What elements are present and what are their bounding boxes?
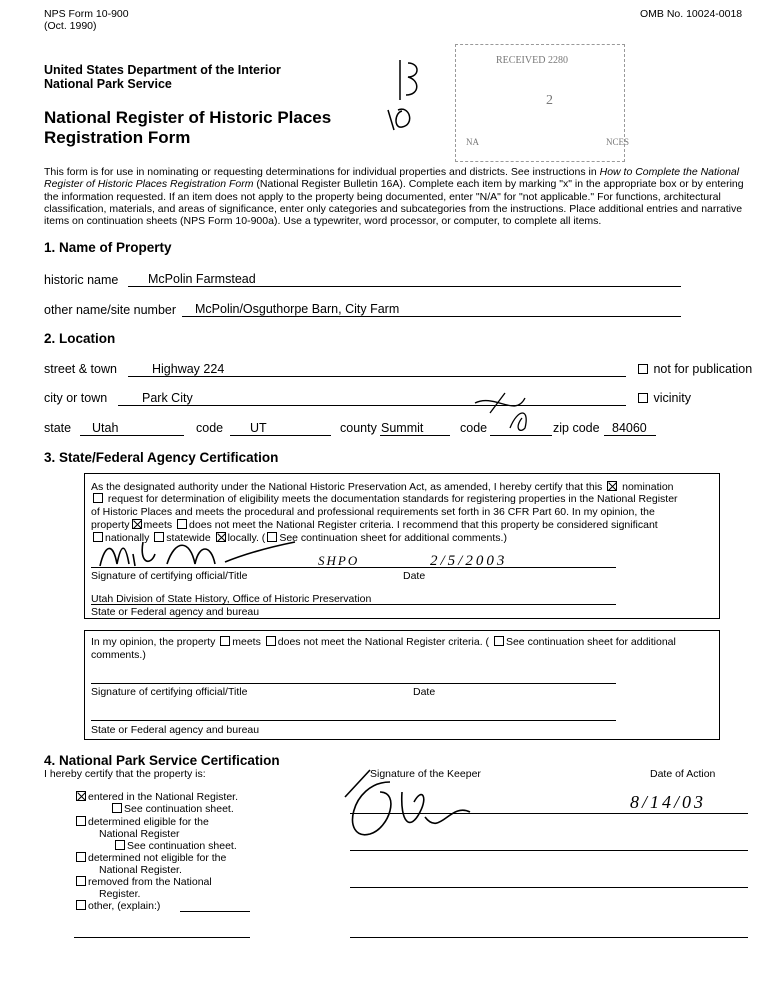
sig-title-handwritten: SHPO	[318, 553, 360, 568]
determined-not-eligible-option[interactable]: determined not eligible for the	[74, 852, 226, 864]
street-line	[128, 376, 626, 377]
opinion-signature-line	[91, 683, 616, 684]
entered-checkbox[interactable]	[76, 791, 86, 801]
cert-line-2: request for determination of eligibility meets the documentation standards for registering properties in the National Register	[91, 493, 678, 505]
code-label: code	[196, 421, 224, 435]
determined-eligible-option[interactable]: determined eligible for the	[74, 816, 209, 828]
cert-signature-line	[91, 567, 616, 568]
not-for-publication-checkbox[interactable]	[638, 364, 648, 374]
form-date: (Oct. 1990)	[44, 20, 97, 32]
city-label: city or town	[44, 391, 108, 405]
removed-option[interactable]: removed from the National	[74, 876, 212, 888]
omb-number: OMB No. 10024-0018	[640, 8, 743, 20]
city-value[interactable]: Park City	[142, 391, 193, 405]
historic-name-label: historic name	[44, 273, 119, 287]
cert-signature-label: Signature of certifying official/Title	[91, 570, 248, 582]
eligible-continuation[interactable]: See continuation sheet.	[113, 840, 237, 852]
opinion-agency-line	[91, 720, 616, 721]
shpo-signature	[95, 534, 305, 574]
county-value[interactable]: Summit	[381, 421, 424, 435]
determined-eligible-line-2: National Register	[99, 828, 180, 840]
other-option[interactable]: other, (explain:)	[74, 900, 160, 912]
form-number: NPS Form 10-900	[44, 8, 129, 20]
form-title-line-1: National Register of Historic Places	[44, 108, 332, 127]
dept-line-1: United States Department of the Interior	[44, 63, 281, 77]
cert-line-3: of Historic Places and meets the procedural and professional requirements set forth in 36 CFR Part 60. In my opinion, the	[91, 506, 655, 518]
code-value[interactable]: UT	[250, 421, 267, 435]
keeper-signature-label: Signature of the Keeper	[370, 768, 481, 780]
received-stamp: RECEIVED 2280 2 NA NCES	[455, 44, 625, 162]
action-date-handwritten: 8/14/03	[630, 792, 707, 812]
other-name-value[interactable]: McPolin/Osguthorpe Barn, City Farm	[195, 302, 400, 316]
other-explain-line	[180, 911, 250, 912]
city-line	[118, 405, 626, 406]
zip-value[interactable]: 84060	[612, 421, 647, 435]
opinion-line-2: comments.)	[91, 649, 146, 661]
dept-line-2: National Park Service	[44, 77, 172, 91]
entered-continuation-checkbox[interactable]	[112, 803, 122, 813]
opinion-line-1: In my opinion, the property meets does not meet the National Register criteria. ( See continuation sheet for additional	[91, 636, 676, 648]
cert-date-label: Date	[403, 570, 426, 582]
keeper-signature-line-2	[350, 850, 748, 851]
cert-date-handwritten: 2/5/2003	[430, 553, 508, 569]
keeper-signature-line-1	[350, 813, 748, 814]
other-checkbox[interactable]	[76, 900, 86, 910]
cert-line-5: nationally statewide locally. ( See continuation sheet for additional comments.)	[91, 532, 507, 544]
other-explain-line-2	[74, 937, 250, 938]
other-name-label: other name/site number	[44, 303, 177, 317]
handwritten-county-code-mark	[470, 388, 540, 436]
county-label: county	[340, 421, 377, 435]
county-line	[380, 435, 450, 436]
not-for-publication[interactable]: not for publication	[636, 362, 752, 376]
entered-continuation[interactable]: See continuation sheet.	[110, 803, 234, 815]
entered-option[interactable]: entered in the National Register.	[74, 791, 238, 803]
state-label: state	[44, 421, 72, 435]
request-determination-checkbox[interactable]	[93, 493, 103, 503]
cert-agency-line	[91, 604, 616, 605]
date-of-action-label: Date of Action	[650, 768, 716, 780]
section-4-heading: 4. National Park Service Certification	[44, 753, 280, 768]
cert-line-1: As the designated authority under the National Historic Preservation Act, as amended, I hereby certify that this nomination	[91, 481, 674, 493]
eligible-continuation-checkbox[interactable]	[115, 840, 125, 850]
removed-line-2: Register.	[99, 888, 141, 900]
other-name-line	[182, 316, 681, 317]
street-label: street & town	[44, 362, 117, 376]
keeper-signature-line-4	[350, 937, 748, 938]
removed-checkbox[interactable]	[76, 876, 86, 886]
street-value[interactable]: Highway 224	[152, 362, 225, 376]
historic-name-value[interactable]: McPolin Farmstead	[148, 272, 256, 286]
zip-line	[604, 435, 656, 436]
state-value[interactable]: Utah	[92, 421, 119, 435]
section-3-heading: 3. State/Federal Agency Certification	[44, 450, 279, 465]
determined-not-eligible-checkbox[interactable]	[76, 852, 86, 862]
opinion-continuation-checkbox[interactable]	[494, 636, 504, 646]
section-2-heading: 2. Location	[44, 331, 116, 346]
vicinity[interactable]: vicinity	[636, 391, 691, 405]
instructions-paragraph: This form is for use in nominating or requesting determinations for individual properties and districts. See instructions in How to Complete the National Register of Historic Places Registration Form (National Register Bulletin 16A). Complete each item by marking "x" in the appropriate box or by entering the information requested. If an item does not apply to the property being documented, enter "N/A" for "not applicable." For functions, architectural classification, materials, and areas of significance, enter only categories and subcategories from the instructions. Place additional entries and narrative items on continuation sheets (NPS Form 10-900a). Use a typewriter, word processor, or computer, to complete all items.	[44, 166, 744, 228]
county-code-label: code	[460, 421, 488, 435]
does-not-meet-checkbox[interactable]	[177, 519, 187, 529]
certify-text: I hereby certify that the property is:	[44, 768, 206, 780]
opinion-does-not-meet-checkbox[interactable]	[266, 636, 276, 646]
zip-label: zip code	[553, 421, 600, 435]
vicinity-checkbox[interactable]	[638, 393, 648, 403]
cert-agency-label: State or Federal agency and bureau	[91, 606, 260, 618]
state-line	[80, 435, 184, 436]
opinion-meets-checkbox[interactable]	[220, 636, 230, 646]
nomination-checkbox[interactable]	[607, 481, 617, 491]
keeper-signature	[330, 762, 480, 852]
section-1-heading: 1. Name of Property	[44, 240, 172, 255]
determined-not-eligible-line-2: National Register.	[99, 864, 182, 876]
keeper-signature-line-3	[350, 887, 748, 888]
opinion-agency-label: State or Federal agency and bureau	[91, 724, 260, 736]
code-line	[230, 435, 331, 436]
historic-name-line	[128, 286, 681, 287]
opinion-signature-label: Signature of certifying official/Title	[91, 686, 248, 698]
cert-agency-value[interactable]: Utah Division of State History, Office of Historic Preservation	[91, 593, 372, 605]
opinion-date-label: Date	[413, 686, 436, 698]
form-title-line-2: Registration Form	[44, 128, 191, 147]
handwritten-number-mark	[380, 55, 430, 135]
meets-checkbox[interactable]	[132, 519, 142, 529]
determined-eligible-checkbox[interactable]	[76, 816, 86, 826]
cert-line-4: property meets does not meet the National Register criteria. I recommend that this property be considered significant	[91, 519, 658, 531]
